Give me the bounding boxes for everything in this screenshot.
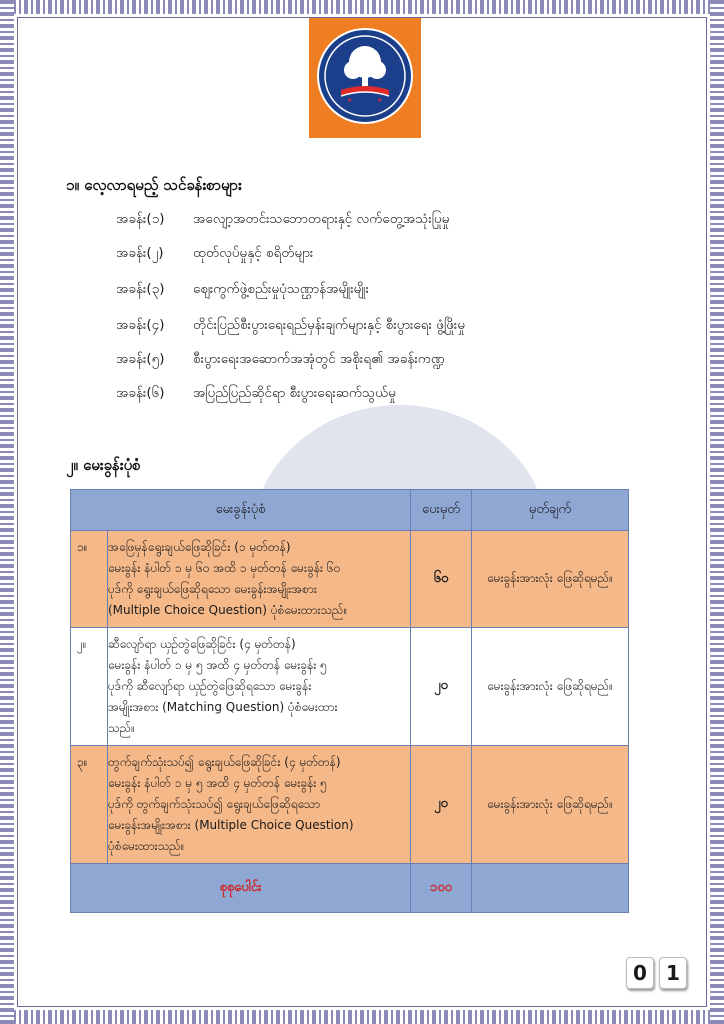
description-line: ပုဒ်ကို တွက်ချက်သုံးသပ်၍ ရွေးချယ်ဖြေဆိုရသော	[108, 797, 321, 811]
chapter-number: အခန်း(၄)	[116, 317, 165, 333]
row-marks: ၆၀	[411, 531, 472, 628]
chapter-number: အခန်း(၁)	[116, 211, 165, 227]
row-description	[108, 628, 411, 746]
chapter-title: အပြည်ပြည်ဆိုင်ရာ စီးပွားရေးဆက်သွယ်မှု	[193, 385, 396, 401]
chapter-title: တိုင်းပြည်စီးပွားရေးရည်မှန်းချက်များနှင့် စီးပွားရေး ဖွံ့ဖြိုးမှု	[193, 317, 466, 333]
total-remark-empty	[472, 864, 629, 913]
svg-text:★: ★	[347, 97, 353, 104]
page-border-right	[710, 0, 724, 1024]
page-border-bottom	[0, 1010, 724, 1024]
total-label: စုစုပေါင်း	[71, 864, 411, 913]
row-number: ၃။	[71, 746, 108, 864]
table-row	[71, 628, 629, 746]
school-logo	[309, 18, 421, 138]
description-line: မေးခွန်း နံပါတ် ၁ မှ ၅ အထိ ၄ မှတ်တန် မေးခွန်း ၅	[108, 776, 327, 790]
chapter-row-1	[0, 210, 724, 234]
chapter-row-3	[0, 280, 724, 304]
chapter-title: အလျော့အတင်းသဘောတရားနှင့် လက်တွေ့အသုံးပြုမှု	[193, 211, 450, 227]
chapter-number: အခန်း(၃)	[116, 281, 165, 297]
column-header-remarks: မှတ်ချက်	[472, 490, 629, 531]
page-number-digit: 1	[659, 957, 687, 989]
table-total-row	[71, 864, 629, 913]
section1-heading: ၁။ လေ့လာရမည့် သင်ခန်းစာများ	[66, 176, 242, 194]
description-line: (Multiple Choice Question) ပုံစံမေးထားသည်။	[108, 603, 348, 617]
description-line: မေးခွန်း နံပါတ် ၁ မှ ၅ အထိ ၄ မှတ်တန် မေးခွန်း ၅	[108, 658, 327, 672]
chapter-row-2	[0, 244, 724, 268]
question-format-table	[70, 489, 629, 913]
chapter-row-5	[0, 350, 724, 374]
row-marks: ၂၀	[411, 628, 472, 746]
chapter-number: အခန်း(၅)	[116, 351, 165, 367]
row-remark: မေးခွန်းအားလုံး ဖြေဆိုရမည်။	[472, 531, 629, 628]
chapter-title: စီးပွားရေးအဆောက်အအုံတွင် အစိုးရ၏ အခန်းကဏ္ဍ	[193, 351, 445, 367]
row-remark: မေးခွန်းအားလုံး ဖြေဆိုရမည်။	[472, 628, 629, 746]
logo-emblem-icon	[317, 28, 413, 124]
description-line: ပုဒ်ကို ဆီလျော်ရာ ယှဉ်တွဲဖြေဆိုရသော မေးခွန်း	[108, 679, 312, 693]
table-row	[71, 746, 629, 864]
table-header-row	[71, 490, 629, 531]
description-line: မေးခွန်း နံပါတ် ၁ မှ ၆၀ အထိ ၁ မှတ်တန် မေးခွန်း ၆၀	[108, 561, 341, 575]
column-header-marks: ပေးမှတ်	[411, 490, 472, 531]
chapter-number: အခန်း(၆)	[116, 385, 165, 401]
row-marks: ၂၀	[411, 746, 472, 864]
description-line: ပုံစံမေးထားသည်။	[108, 839, 185, 853]
section2-heading: ၂။ မေးခွန်းပုံစံ	[66, 456, 141, 474]
chapter-number: အခန်း(၂)	[116, 245, 164, 261]
table-row	[71, 531, 629, 628]
svg-text:★: ★	[377, 97, 383, 104]
chapter-title: ထုတ်လုပ်မှုနှင့် စရိတ်များ	[193, 245, 314, 261]
description-line: ဆီလျော်ရာ ယှဉ်တွဲဖြေဆိုခြင်း (၄ မှတ်တန်)	[108, 637, 296, 651]
page-number-digit: 0	[626, 957, 654, 989]
row-description	[108, 531, 411, 628]
description-line: ပုဒ်ကို ရွေးချယ်ဖြေဆိုရသော မေးခွန်းအမျိုးအစား	[108, 582, 317, 596]
description-line: တွက်ချက်သုံးသပ်၍ ရွေးချယ်ဖြေဆိုခြင်း (၄ မှတ်တန်)	[108, 755, 341, 769]
row-description	[108, 746, 411, 864]
chapter-row-6	[0, 384, 724, 408]
page-border-top	[0, 0, 724, 14]
row-number: ၂။	[71, 628, 108, 746]
row-number: ၁။	[71, 531, 108, 628]
row-remark: မေးခွန်းအားလုံး ဖြေဆိုရမည်။	[472, 746, 629, 864]
description-line: မေးခွန်းအမျိုးအစား (Multiple Choice Question)	[108, 818, 354, 832]
chapter-title: ဈေးကွက်ဖွဲ့စည်းမှုပုံသဏ္ဌာန်အမျိုးမျိုး	[193, 281, 369, 297]
chapter-row-4	[0, 316, 724, 340]
column-header-format: မေးခွန်းပုံစံ	[71, 490, 411, 531]
description-line: သည်။	[108, 721, 135, 735]
page-border-left	[0, 0, 14, 1024]
total-marks: ၁၀၀	[411, 864, 472, 913]
description-line: အဖြေမှန်ရွေးချယ်ဖြေဆိုခြင်း (၁ မှတ်တန်)	[108, 540, 291, 554]
description-line: အမျိုးအစား (Matching Question) ပုံစံမေးထား	[108, 700, 338, 714]
